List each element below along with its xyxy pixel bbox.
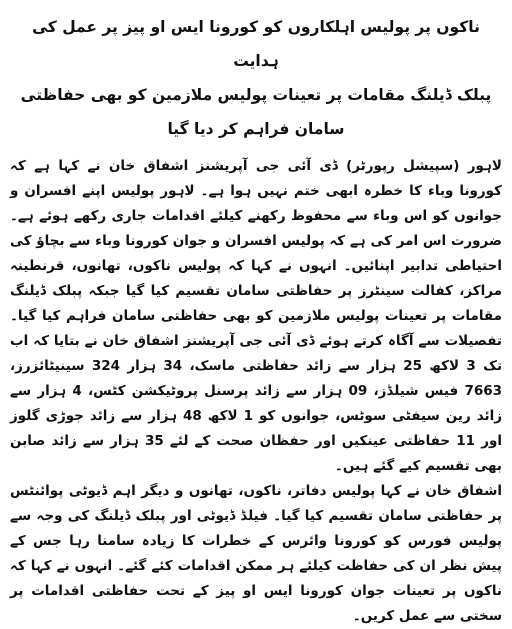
headline	[10, 10, 502, 146]
headline-line-1: ناکوں پر پولیس اہلکاروں کو کورونا ایس او پیز پر عمل کی ہدایت	[32, 18, 480, 70]
article-paragraph-1: لاہور (سپیشل رپورٹر) ڈی آئی جی آپریشنز اشفاق خان نے کہا ہے کہ کورونا وباء کا خطرہ ابھی ختم نہیں ہوا ہے۔ لاہور پولیس اپنے افسران و جوانوں کو اس وباء سے محفوظ رکھنے کیلئے اقدامات جاری رکھے ہوئے ہے۔ ضرورت اس امر کی ہے کہ پولیس افسران و جوان کورونا وباء سے بچاؤ کی احتیاطی تدابیر اپنائیں۔ انہوں نے کہا کہ پولیس ناکوں، تھانوں، قرنطینہ مراکز، کفالت سینٹرز پر حفاظتی سامان تقسیم کیا گیا جبکہ پبلک ڈیلنگ مقامات پر تعینات پولیس ملازمین کو بھی حفاظتی سامان فراہم کیا گیا۔ تفصیلات سے آگاہ کرتے ہوئے ڈی آئی جی آپریشنز اشفاق خان نے بتایا کہ اب تک 3 لاکھ 25 ہزار سے زائد حفاظتی ماسک، 34 ہزار 324 سینیٹائزرز، 7663 فیس شیلڈز، 09 ہزار سے زائد پرسنل پروٹیکشن کٹس، 4 ہزار سے زائد رین سیفٹی سوٹس، جوانوں کو 1 لاکھ 48 ہزار سے زائد جوڑی گلوز اور 11 حفاظتی عینکیں اور حفظان صحت کے لئے 35 ہزار سے زائد صابن بھی تقسیم کیے گئے ہیں۔	[10, 158, 503, 474]
article-paragraph-2: اشفاق خان نے کہا پولیس دفاتر، ناکوں، تھانوں و دیگر اہم ڈیوٹی پوائنٹس پر حفاظتی سامان تقسیم کیا گیا۔ فیلڈ ڈیوٹی اور پبلک ڈیلنگ کی وجہ سے پولیس فورس کو کورونا وائرس کے خطرات کا زیادہ سامنا رہا جس کے پیش نظر ان کی حفاظت کیلئے ہر ممکن اقدامات کئے گئے۔ انہوں نے کہا کہ ناکوں پر تعینات جوان کورونا ایس او پیز کے تحت حفاظتی اقدامات پر سختی سے عمل کریں۔	[10, 483, 502, 624]
headline-line-2: پبلک ڈیلنگ مقامات پر تعینات پولیس ملازمین کو بھی حفاظتی سامان فراہم کر دیا گیا	[20, 86, 492, 138]
article-body	[10, 154, 502, 629]
